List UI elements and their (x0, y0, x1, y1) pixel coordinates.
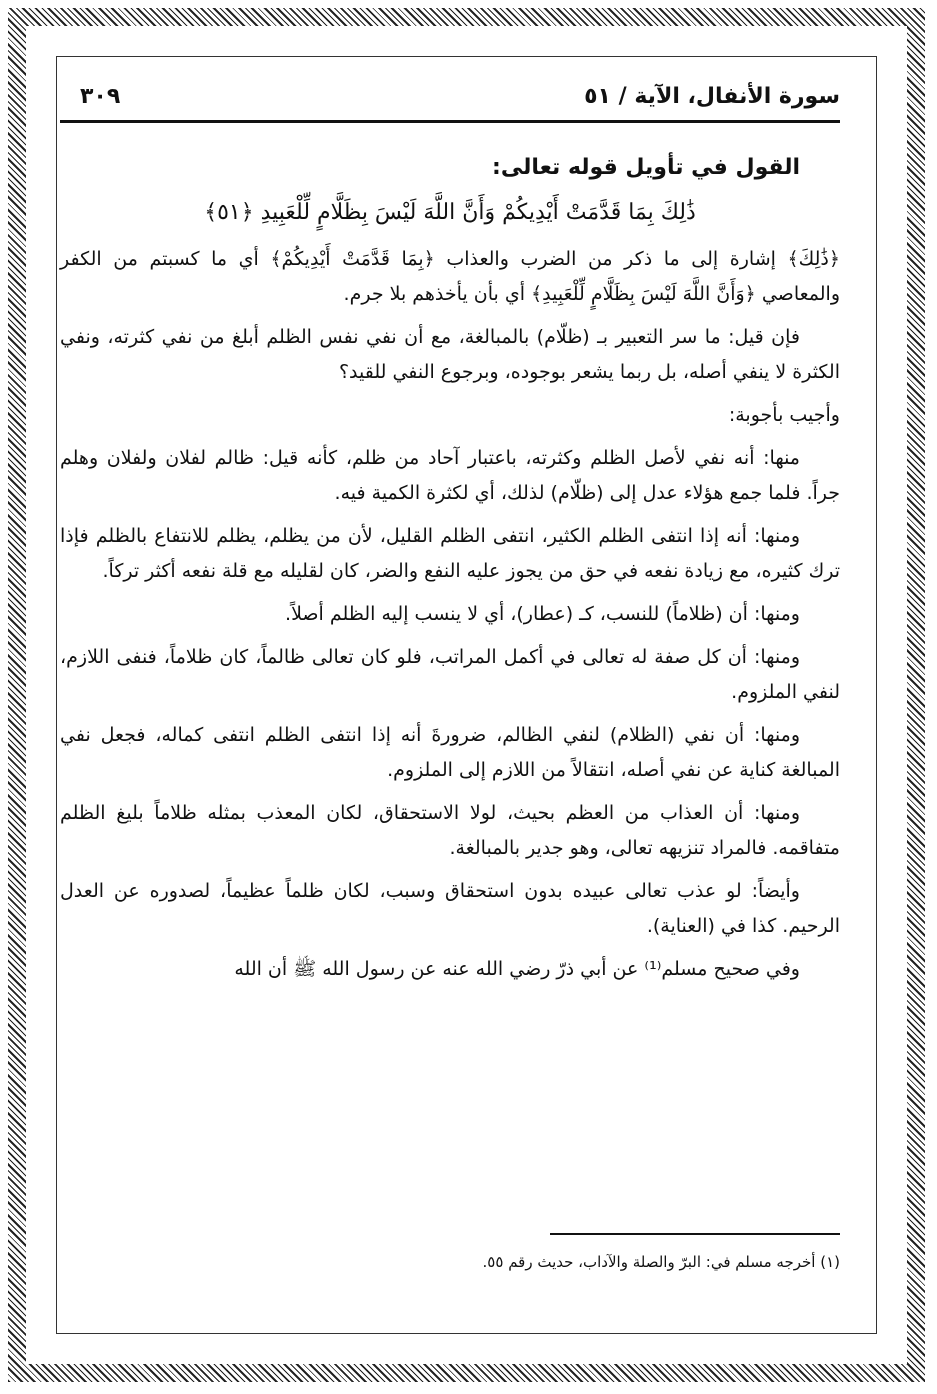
main-text (60, 150, 840, 995)
page-number: ٣٠٩ (80, 84, 121, 109)
section-heading: القول في تأويل قوله تعالى: (492, 155, 800, 180)
footnote: (١) أخرجه مسلم في: البرّ والصلة والآداب، حديث رقم ٥٥. (482, 1253, 840, 1271)
quran-verse: ذَٰلِكَ بِمَا قَدَّمَتْ أَيْدِيكُمْ وَأَنَّ اللَّهَ لَيْسَ بِظَلَّامٍ لِّلْعَبِيدِ ﴿٥١﴾ (204, 200, 696, 225)
paragraph: ومنها: أنه إذا انتفى الظلم الكثير، انتفى الظلم القليل، لأن من يظلم، يظلم للانتفاع بالظلم فإذا ترك كثيره، مع زيادة نفعه في حق من يجوز عليه النفع والضر، كان لقليله مع قلة نفعه أكثر تركاً. (60, 525, 840, 582)
footnote-divider (550, 1233, 840, 1235)
paragraph: منها: أنه نفي لأصل الظلم وكثرته، باعتبار آحاد من ظلم، كأنه قيل: ظالم لفلان ولفلان وهلم جراً. فلما جمع هؤلاء عدل إلى (ظلّام) لذلك، أي لكثرة الكمية فيه. (60, 447, 840, 504)
page-header (60, 80, 840, 120)
paragraph: ومنها: أن كل صفة له تعالى في أكمل المراتب، فلو كان تعالى ظالماً، كان ظلاماً، فنفى اللازم، لنفي الملزوم. (60, 646, 840, 703)
page (60, 70, 840, 1370)
paragraph: ﴿ذَٰلِكَ﴾ إشارة إلى ما ذكر من الضرب والعذاب ﴿بِمَا قَدَّمَتْ أَيْدِيكُمْ﴾ أي ما كسبتم من الكفر والمعاصي ﴿وَأَنَّ اللَّهَ لَيْسَ بِظَلَّامٍ لِّلْعَبِيدِ﴾ أي بأن يأخذهم بلا جرم. (60, 248, 840, 305)
paragraph: وفي صحيح مسلم⁽¹⁾ عن أبي ذرّ رضي الله عنه عن رسول الله ﷺ أن الله (234, 958, 800, 980)
paragraph: فإن قيل: ما سر التعبير بـ (ظلّام) بالمبالغة، مع أن نفي نفس الظلم أبلغ من نفي كثرته، ونفي الكثرة لا ينفي أصله، بل ربما يشعر بوجوده، وبرجوع النفي للقيد؟ (60, 326, 840, 383)
paragraph: وأجيب بأجوبة: (728, 404, 840, 426)
running-title: سورة الأنفال، الآية / ٥١ (584, 84, 840, 109)
paragraph: وأيضاً: لو عذب تعالى عبيده بدون استحقاق وسبب، لكان ظلماً عظيماً، لصدوره عن العدل الرحيم. كذا في (العناية). (60, 880, 840, 937)
paragraph: ومنها: أن (ظلاماً) للنسب، كـ (عطار)، أي لا ينسب إليه الظلم أصلاً. (285, 603, 800, 625)
paragraph: ومنها: أن نفي (الظلام) لنفي الظالم، ضرورةَ أنه إذا انتفى الظلم انتفى كماله، فجعل نفي المبالغة كناية عن نفي أصله، انتقالاً من اللازم إلى الملزوم. (60, 724, 840, 781)
header-divider (60, 120, 840, 123)
paragraph: ومنها: أن العذاب من العظم بحيث، لولا الاستحقاق، لكان المعذب بمثله ظلاماً بليغ الظلم متفاقمه. فالمراد تنزيهه تعالى، وهو جدير بالمبالغة. (60, 802, 840, 859)
